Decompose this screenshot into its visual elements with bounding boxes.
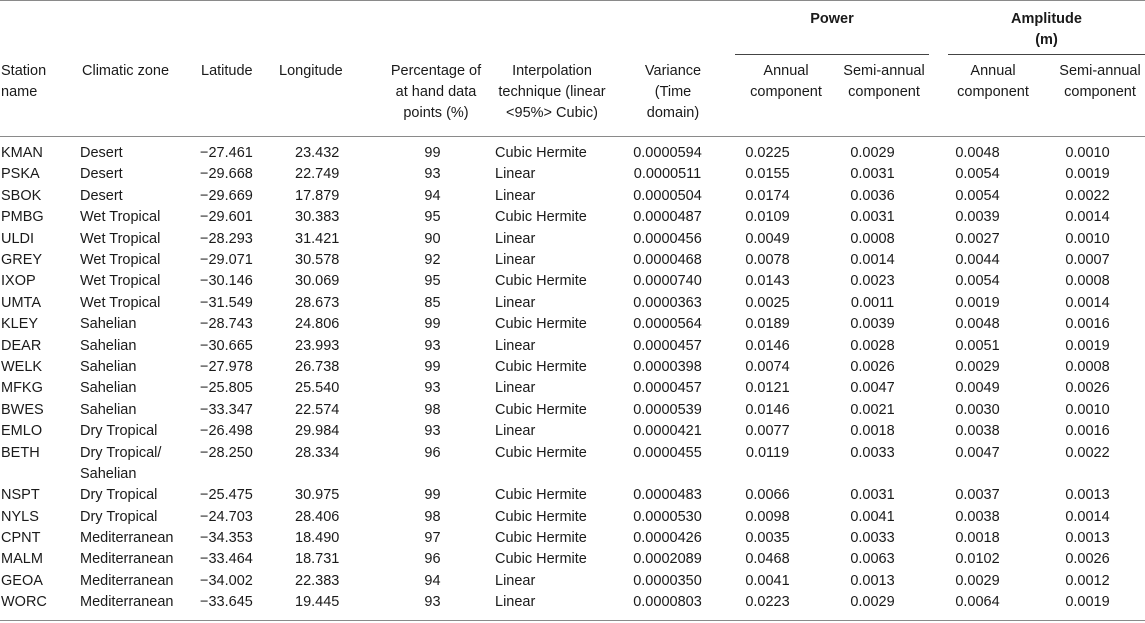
cell-percentage: 96 bbox=[424, 444, 441, 461]
cell-longitude: 30.383 bbox=[295, 209, 340, 226]
cell-power-semi: 0.0028 bbox=[850, 337, 895, 354]
cell-climatic-zone: Dry Tropical bbox=[80, 508, 158, 525]
cell-amplitude-annual: 0.0044 bbox=[955, 252, 1000, 269]
cell-variance: 0.0000398 bbox=[633, 359, 702, 376]
cell-power-annual: 0.0155 bbox=[745, 166, 790, 183]
cell-amplitude-semi: 0.0014 bbox=[1065, 508, 1110, 525]
cell-amplitude-annual: 0.0047 bbox=[955, 444, 1000, 461]
cell-latitude: −27.978 bbox=[200, 359, 253, 376]
table-body bbox=[0, 143, 1145, 614]
cell-interpolation: Cubic Hermite bbox=[495, 487, 587, 504]
cell-percentage: 99 bbox=[424, 316, 441, 333]
cell-climatic-zone: Desert bbox=[80, 166, 123, 183]
cell-longitude: 28.406 bbox=[295, 508, 340, 525]
cell-percentage: 93 bbox=[424, 380, 441, 397]
cell-climatic-zone: Sahelian bbox=[80, 401, 137, 418]
climatic-zone-line: Sahelian bbox=[80, 465, 137, 482]
cell-climatic-zone: Sahelian bbox=[80, 337, 137, 354]
cell-station: GREY bbox=[1, 252, 43, 269]
cell-interpolation: Cubic Hermite bbox=[495, 273, 587, 290]
cell-latitude: −28.250 bbox=[200, 444, 253, 461]
cell-variance: 0.0002089 bbox=[633, 551, 702, 568]
bottom-rule bbox=[0, 620, 1145, 621]
table-row bbox=[0, 164, 1145, 185]
cell-amplitude-semi: 0.0013 bbox=[1065, 530, 1110, 546]
cell-amplitude-semi: 0.0019 bbox=[1065, 166, 1110, 183]
cell-longitude: 24.806 bbox=[295, 316, 340, 333]
cell-interpolation: Linear bbox=[495, 230, 536, 247]
table-row bbox=[0, 528, 1145, 549]
table-row bbox=[0, 186, 1145, 207]
cell-percentage: 95 bbox=[424, 273, 441, 290]
cell-power-semi: 0.0023 bbox=[850, 273, 895, 290]
cell-variance: 0.0000426 bbox=[633, 530, 702, 546]
cell-station: NYLS bbox=[1, 508, 39, 525]
cell-amplitude-semi: 0.0010 bbox=[1065, 145, 1110, 161]
cell-interpolation: Linear bbox=[495, 187, 536, 204]
cell-power-annual: 0.0143 bbox=[745, 273, 790, 290]
header-latitude: Latitude bbox=[201, 63, 253, 79]
cell-amplitude-annual: 0.0054 bbox=[955, 166, 1000, 183]
cell-latitude: −34.002 bbox=[200, 572, 253, 589]
cell-amplitude-annual: 0.0048 bbox=[955, 145, 1000, 161]
cell-power-semi: 0.0031 bbox=[850, 487, 895, 504]
cell-amplitude-annual: 0.0054 bbox=[955, 273, 1000, 290]
table-row bbox=[0, 443, 1145, 486]
cell-power-annual: 0.0468 bbox=[745, 551, 790, 568]
cell-climatic-zone: Sahelian bbox=[80, 316, 137, 333]
cell-station: KLEY bbox=[1, 316, 39, 333]
cell-climatic-zone: Dry Tropical bbox=[80, 423, 158, 440]
cell-amplitude-annual: 0.0018 bbox=[955, 530, 1000, 546]
cell-latitude: −29.669 bbox=[200, 187, 253, 204]
cell-percentage: 98 bbox=[424, 401, 441, 418]
header-station: Station name bbox=[1, 63, 47, 100]
cell-amplitude-semi: 0.0008 bbox=[1065, 359, 1110, 376]
cell-station: SBOK bbox=[1, 187, 42, 204]
cell-station: CPNT bbox=[1, 530, 41, 546]
table-row bbox=[0, 336, 1145, 357]
cell-amplitude-annual: 0.0039 bbox=[955, 209, 1000, 226]
cell-power-annual: 0.0146 bbox=[745, 337, 790, 354]
cell-interpolation: Cubic Hermite bbox=[495, 551, 587, 568]
cell-power-semi: 0.0026 bbox=[850, 359, 895, 376]
table-row bbox=[0, 421, 1145, 442]
table-row bbox=[0, 507, 1145, 528]
cell-station: BETH bbox=[1, 444, 40, 461]
cell-percentage: 94 bbox=[424, 187, 441, 204]
cell-longitude: 28.673 bbox=[295, 294, 340, 311]
table-row bbox=[0, 229, 1145, 250]
cell-latitude: −34.353 bbox=[200, 530, 253, 546]
cell-amplitude-semi: 0.0008 bbox=[1065, 273, 1110, 290]
cell-amplitude-semi: 0.0014 bbox=[1065, 209, 1110, 226]
cell-climatic-zone: Sahelian bbox=[80, 380, 137, 397]
cell-variance: 0.0000487 bbox=[633, 209, 702, 226]
cell-latitude: −29.601 bbox=[200, 209, 253, 226]
cell-longitude: 30.069 bbox=[295, 273, 340, 290]
group-power-rule bbox=[735, 54, 929, 55]
cell-latitude: −24.703 bbox=[200, 508, 253, 525]
cell-station: EMLO bbox=[1, 423, 43, 440]
group-amplitude: Amplitude (m) bbox=[1011, 11, 1082, 48]
cell-power-annual: 0.0146 bbox=[745, 401, 790, 418]
cell-percentage: 93 bbox=[424, 337, 441, 354]
cell-latitude: −30.146 bbox=[200, 273, 253, 290]
cell-amplitude-annual: 0.0029 bbox=[955, 572, 1000, 589]
cell-variance: 0.0000421 bbox=[633, 423, 702, 440]
cell-climatic-zone: Wet Tropical bbox=[80, 209, 161, 226]
cell-percentage: 99 bbox=[424, 145, 441, 161]
group-amplitude-rule bbox=[948, 54, 1145, 55]
cell-amplitude-semi: 0.0012 bbox=[1065, 572, 1110, 589]
cell-variance: 0.0000511 bbox=[633, 166, 702, 183]
climatic-zone-line: Dry Tropical/ bbox=[80, 444, 162, 461]
cell-latitude: −29.071 bbox=[200, 252, 253, 269]
cell-amplitude-semi: 0.0014 bbox=[1065, 294, 1110, 311]
header-interpolation: Interpolation technique (linear <95%> Cubic) bbox=[498, 63, 606, 121]
cell-power-semi: 0.0013 bbox=[850, 572, 895, 589]
cell-power-annual: 0.0109 bbox=[745, 209, 790, 226]
cell-interpolation: Linear bbox=[495, 380, 536, 397]
cell-climatic-zone: Mediterranean bbox=[80, 551, 174, 568]
cell-amplitude-annual: 0.0027 bbox=[955, 230, 1000, 247]
cell-station: ULDI bbox=[1, 230, 35, 247]
cell-station: WORC bbox=[1, 594, 47, 611]
cell-climatic-zone: Wet Tropical bbox=[80, 273, 161, 290]
cell-percentage: 95 bbox=[424, 209, 441, 226]
cell-station: KMAN bbox=[1, 145, 43, 161]
cell-latitude: −33.645 bbox=[200, 594, 253, 611]
cell-amplitude-annual: 0.0102 bbox=[955, 551, 1000, 568]
cell-station: WELK bbox=[1, 359, 43, 376]
cell-longitude: 30.975 bbox=[295, 487, 340, 504]
cell-climatic-zone: Wet Tropical bbox=[80, 294, 161, 311]
cell-interpolation: Cubic Hermite bbox=[495, 530, 587, 546]
group-power: Power bbox=[810, 11, 854, 27]
cell-climatic-zone: Mediterranean bbox=[80, 572, 174, 589]
table-row bbox=[0, 592, 1145, 613]
cell-variance: 0.0000468 bbox=[633, 252, 702, 269]
cell-climatic-zone bbox=[80, 443, 200, 486]
cell-power-semi: 0.0039 bbox=[850, 316, 895, 333]
cell-power-annual: 0.0121 bbox=[745, 380, 790, 397]
cell-station: NSPT bbox=[1, 487, 40, 504]
header-percentage: Percentage of at hand data points (%) bbox=[390, 63, 482, 121]
header-variance: Variance (Time domain) bbox=[644, 63, 702, 121]
cell-power-semi: 0.0008 bbox=[850, 230, 895, 247]
cell-percentage: 93 bbox=[424, 166, 441, 183]
cell-power-semi: 0.0029 bbox=[850, 594, 895, 611]
table-row bbox=[0, 400, 1145, 421]
cell-longitude: 23.432 bbox=[295, 145, 340, 161]
cell-power-semi: 0.0041 bbox=[850, 508, 895, 525]
header-amplitude-annual: Annual component bbox=[957, 63, 1029, 100]
cell-variance: 0.0000456 bbox=[633, 230, 702, 247]
cell-amplitude-semi: 0.0026 bbox=[1065, 551, 1110, 568]
cell-power-annual: 0.0049 bbox=[745, 230, 790, 247]
cell-latitude: −31.549 bbox=[200, 294, 253, 311]
cell-power-semi: 0.0047 bbox=[850, 380, 895, 397]
cell-amplitude-semi: 0.0010 bbox=[1065, 230, 1110, 247]
top-rule bbox=[0, 0, 1145, 1]
cell-variance: 0.0000457 bbox=[633, 380, 702, 397]
cell-variance: 0.0000504 bbox=[633, 187, 702, 204]
cell-longitude: 22.749 bbox=[295, 166, 340, 183]
cell-longitude: 31.421 bbox=[295, 230, 340, 247]
cell-station: MALM bbox=[1, 551, 43, 568]
cell-amplitude-semi: 0.0019 bbox=[1065, 594, 1110, 611]
table-row bbox=[0, 250, 1145, 271]
cell-power-annual: 0.0098 bbox=[745, 508, 790, 525]
cell-amplitude-annual: 0.0051 bbox=[955, 337, 1000, 354]
cell-amplitude-annual: 0.0038 bbox=[955, 508, 1000, 525]
cell-variance: 0.0000350 bbox=[633, 572, 702, 589]
cell-variance: 0.0000539 bbox=[633, 401, 702, 418]
cell-climatic-zone: Dry Tropical bbox=[80, 487, 158, 504]
cell-percentage: 98 bbox=[424, 508, 441, 525]
cell-latitude: −26.498 bbox=[200, 423, 253, 440]
cell-amplitude-semi: 0.0016 bbox=[1065, 423, 1110, 440]
cell-interpolation: Cubic Hermite bbox=[495, 145, 587, 161]
cell-amplitude-annual: 0.0038 bbox=[955, 423, 1000, 440]
header-longitude: Longitude bbox=[279, 63, 343, 79]
cell-power-annual: 0.0035 bbox=[745, 530, 790, 546]
cell-interpolation: Linear bbox=[495, 337, 536, 354]
cell-amplitude-semi: 0.0016 bbox=[1065, 316, 1110, 333]
cell-power-annual: 0.0119 bbox=[745, 444, 790, 461]
cell-power-annual: 0.0066 bbox=[745, 487, 790, 504]
cell-interpolation: Linear bbox=[495, 294, 536, 311]
cell-interpolation: Cubic Hermite bbox=[495, 209, 587, 226]
cell-latitude: −30.665 bbox=[200, 337, 253, 354]
cell-amplitude-annual: 0.0064 bbox=[955, 594, 1000, 611]
cell-interpolation: Linear bbox=[495, 423, 536, 440]
cell-station: IXOP bbox=[1, 273, 36, 290]
cell-power-annual: 0.0041 bbox=[745, 572, 790, 589]
cell-latitude: −29.668 bbox=[200, 166, 253, 183]
cell-amplitude-annual: 0.0037 bbox=[955, 487, 1000, 504]
cell-amplitude-semi: 0.0013 bbox=[1065, 487, 1110, 504]
cell-power-semi: 0.0011 bbox=[850, 294, 895, 311]
cell-percentage: 94 bbox=[424, 572, 441, 589]
cell-station: BWES bbox=[1, 401, 44, 418]
cell-variance: 0.0000530 bbox=[633, 508, 702, 525]
cell-latitude: −25.805 bbox=[200, 380, 253, 397]
cell-percentage: 85 bbox=[424, 294, 441, 311]
cell-station: DEAR bbox=[1, 337, 42, 354]
table-row bbox=[0, 378, 1145, 399]
cell-power-semi: 0.0033 bbox=[850, 530, 895, 546]
cell-percentage: 96 bbox=[424, 551, 441, 568]
cell-variance: 0.0000564 bbox=[633, 316, 702, 333]
cell-power-annual: 0.0077 bbox=[745, 423, 790, 440]
table-row bbox=[0, 485, 1145, 506]
cell-climatic-zone: Sahelian bbox=[80, 359, 137, 376]
cell-percentage: 99 bbox=[424, 487, 441, 504]
cell-latitude: −33.464 bbox=[200, 551, 253, 568]
cell-power-semi: 0.0063 bbox=[850, 551, 895, 568]
cell-interpolation: Cubic Hermite bbox=[495, 444, 587, 461]
cell-longitude: 28.334 bbox=[295, 444, 340, 461]
cell-station: PSKA bbox=[1, 166, 40, 183]
table-row bbox=[0, 207, 1145, 228]
cell-station: MFKG bbox=[1, 380, 43, 397]
cell-amplitude-annual: 0.0054 bbox=[955, 187, 1000, 204]
cell-interpolation: Linear bbox=[495, 572, 536, 589]
header-rule bbox=[0, 136, 1145, 137]
table-row bbox=[0, 314, 1145, 335]
cell-variance: 0.0000483 bbox=[633, 487, 702, 504]
cell-interpolation: Linear bbox=[495, 166, 536, 183]
cell-longitude: 18.731 bbox=[295, 551, 340, 568]
cell-amplitude-semi: 0.0022 bbox=[1065, 187, 1110, 204]
cell-amplitude-annual: 0.0029 bbox=[955, 359, 1000, 376]
cell-power-semi: 0.0029 bbox=[850, 145, 895, 161]
cell-amplitude-semi: 0.0022 bbox=[1065, 444, 1110, 461]
cell-variance: 0.0000363 bbox=[633, 294, 702, 311]
table-row bbox=[0, 571, 1145, 592]
cell-variance: 0.0000594 bbox=[633, 145, 702, 161]
cell-longitude: 30.578 bbox=[295, 252, 340, 269]
cell-amplitude-semi: 0.0019 bbox=[1065, 337, 1110, 354]
cell-interpolation: Cubic Hermite bbox=[495, 401, 587, 418]
cell-amplitude-annual: 0.0030 bbox=[955, 401, 1000, 418]
cell-power-annual: 0.0174 bbox=[745, 187, 790, 204]
header-climatic-zone: Climatic zone bbox=[82, 63, 170, 79]
cell-percentage: 99 bbox=[424, 359, 441, 376]
cell-power-semi: 0.0018 bbox=[850, 423, 895, 440]
cell-power-semi: 0.0014 bbox=[850, 252, 895, 269]
cell-amplitude-semi: 0.0010 bbox=[1065, 401, 1110, 418]
cell-climatic-zone: Wet Tropical bbox=[80, 230, 161, 247]
cell-amplitude-semi: 0.0007 bbox=[1065, 252, 1110, 269]
cell-station: GEOA bbox=[1, 572, 43, 589]
cell-station: UMTA bbox=[1, 294, 42, 311]
cell-power-semi: 0.0021 bbox=[850, 401, 895, 418]
cell-power-semi: 0.0031 bbox=[850, 166, 895, 183]
cell-power-semi: 0.0031 bbox=[850, 209, 895, 226]
table-row bbox=[0, 549, 1145, 570]
header-amplitude-semi: Semi-annual component bbox=[1059, 63, 1141, 100]
cell-interpolation: Cubic Hermite bbox=[495, 316, 587, 333]
cell-longitude: 22.574 bbox=[295, 401, 340, 418]
table-row bbox=[0, 271, 1145, 292]
cell-longitude: 26.738 bbox=[295, 359, 340, 376]
cell-latitude: −33.347 bbox=[200, 401, 253, 418]
cell-variance: 0.0000455 bbox=[633, 444, 702, 461]
cell-climatic-zone: Desert bbox=[80, 145, 123, 161]
cell-power-annual: 0.0189 bbox=[745, 316, 790, 333]
cell-longitude: 23.993 bbox=[295, 337, 340, 354]
cell-longitude: 19.445 bbox=[295, 594, 340, 611]
cell-interpolation: Linear bbox=[495, 252, 536, 269]
cell-latitude: −25.475 bbox=[200, 487, 253, 504]
cell-amplitude-annual: 0.0049 bbox=[955, 380, 1000, 397]
cell-power-semi: 0.0036 bbox=[850, 187, 895, 204]
cell-latitude: −28.743 bbox=[200, 316, 253, 333]
header-power-semi: Semi-annual component bbox=[843, 63, 925, 100]
cell-variance: 0.0000740 bbox=[633, 273, 702, 290]
cell-climatic-zone: Desert bbox=[80, 187, 123, 204]
table-row bbox=[0, 357, 1145, 378]
cell-power-annual: 0.0225 bbox=[745, 145, 790, 161]
cell-power-annual: 0.0223 bbox=[745, 594, 790, 611]
cell-percentage: 90 bbox=[424, 230, 441, 247]
cell-interpolation: Cubic Hermite bbox=[495, 359, 587, 376]
cell-climatic-zone: Wet Tropical bbox=[80, 252, 161, 269]
cell-percentage: 93 bbox=[424, 423, 441, 440]
cell-station: PMBG bbox=[1, 209, 44, 226]
cell-variance: 0.0000457 bbox=[633, 337, 702, 354]
cell-variance: 0.0000803 bbox=[633, 594, 702, 611]
table-row bbox=[0, 293, 1145, 314]
cell-power-annual: 0.0078 bbox=[745, 252, 790, 269]
cell-longitude: 29.984 bbox=[295, 423, 340, 440]
table-row bbox=[0, 143, 1145, 164]
cell-interpolation: Cubic Hermite bbox=[495, 508, 587, 525]
cell-power-annual: 0.0025 bbox=[745, 294, 790, 311]
cell-amplitude-annual: 0.0048 bbox=[955, 316, 1000, 333]
cell-percentage: 93 bbox=[424, 594, 441, 611]
cell-amplitude-semi: 0.0026 bbox=[1065, 380, 1110, 397]
cell-climatic-zone: Mediterranean bbox=[80, 530, 174, 546]
cell-interpolation: Linear bbox=[495, 594, 536, 611]
header-power-annual: Annual component bbox=[750, 63, 822, 100]
cell-longitude: 22.383 bbox=[295, 572, 340, 589]
cell-latitude: −27.461 bbox=[200, 145, 253, 161]
cell-latitude: −28.293 bbox=[200, 230, 253, 247]
cell-longitude: 17.879 bbox=[295, 187, 340, 204]
cell-climatic-zone: Mediterranean bbox=[80, 594, 174, 611]
cell-amplitude-annual: 0.0019 bbox=[955, 294, 1000, 311]
cell-percentage: 92 bbox=[424, 252, 441, 269]
cell-longitude: 18.490 bbox=[295, 530, 340, 546]
cell-percentage: 97 bbox=[424, 530, 441, 546]
cell-longitude: 25.540 bbox=[295, 380, 340, 397]
cell-power-annual: 0.0074 bbox=[745, 359, 790, 376]
cell-power-semi: 0.0033 bbox=[850, 444, 895, 461]
